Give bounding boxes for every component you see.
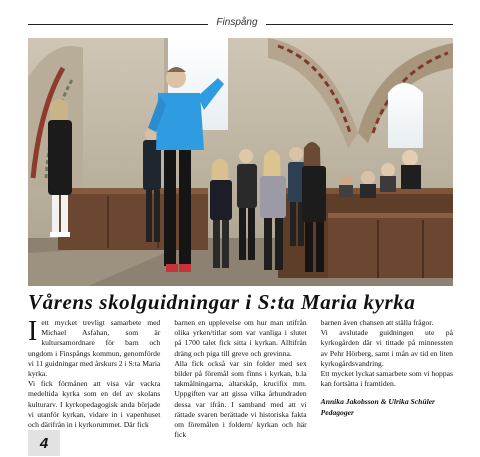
column-3-paragraph-2: Vi avslutade guidningen ute på kyrkogården där vi tittade på minnessten av Pehr Hörberg, samt i mån av tid en liten kyrkogårdsvandring. <box>320 328 453 368</box>
column-2-paragraph-1: barnen en upplevelse om hur man utifrån olika yrken/titlar som var vanliga i slutet på 1700 talet fick sitta i kyrkan. Alltifrån dräng och piga till greve och grevinna. <box>174 318 307 358</box>
article-body <box>28 318 453 440</box>
column-1-paragraph-1: Iett mycket trevligt samarbete med Michael Asfahan, som är kultursamordnare för barn och ungdom i Finspångs kommun, genomförde vi 11 guidningar med årskurs 2 i S:ta Maria kyrka. <box>28 316 161 379</box>
section-label: Finspång <box>216 17 258 28</box>
article-title: Vårens skolguidningar i S:ta Maria kyrka <box>28 290 416 314</box>
signature-names: Annika Jakobsson & Ulrika Schüler <box>320 397 436 407</box>
column-2-paragraph-2: Alla fick också var sin folder med sex bilder på föremål som finns i kyrkan, b.la takmålningarna, altarskåp, krucifix mm. Uppgiften var att gissa vilka århundraden dessa var ifrån. I samband med att vi rättade svaren berättade vi historiska fakta om föremålen i foldern/ kyrkan och här fick <box>174 358 307 440</box>
column-1-paragraph-2: Vi fick förmånen att visa vår vackra medeltida kyrka som en del av skolans kulturarv. I kyrkopedagogisk anda började vi utanför kyrkan, vidare in i vapenhuset och därifrån in i kyrkorummet. Där fick <box>28 379 161 430</box>
column-3-paragraph-1: barnen även chansen att ställa frågor. <box>320 318 434 327</box>
drop-cap: I <box>28 316 38 347</box>
article-column-1 <box>28 318 160 440</box>
signature-role: Pedagoger <box>320 407 354 417</box>
church-scene-illustration <box>28 38 453 286</box>
article-column-3 <box>321 318 453 440</box>
header-rule-right <box>266 24 453 25</box>
article-column-2 <box>174 318 306 440</box>
page-number: 4 <box>28 430 60 456</box>
signature <box>321 397 453 417</box>
article-photo <box>28 38 453 286</box>
column-3-paragraph-3: Ett mycket lyckat samarbete som vi hoppas kan fortsätta i framtiden. <box>320 369 453 389</box>
header-rule-left <box>28 24 208 25</box>
